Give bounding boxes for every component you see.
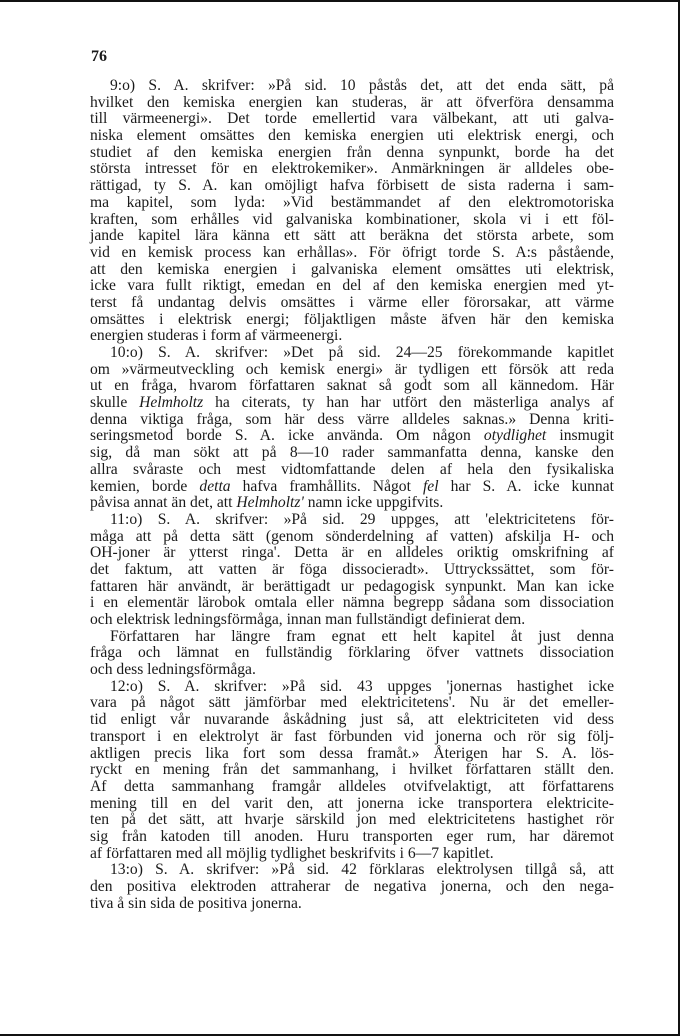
text-span: påvisa annat än det, att — [90, 494, 237, 512]
text-span: sig från katoden till anoden. Huru transporten eger rum, har däremot — [90, 827, 614, 845]
text-line — [90, 595, 614, 612]
text-line — [90, 78, 614, 95]
text-span: vid en kemisk process kan erhållas». För öfrigt torde S. A:s påstående, — [90, 243, 614, 261]
text-span: seringsmetod borde S. A. icke använda. Om någon — [90, 427, 484, 445]
text-line — [90, 779, 614, 796]
text-span: att den kemiska energien i galvaniska element omsättes uti elektrisk, — [90, 260, 614, 278]
text-line — [90, 328, 614, 345]
text-span: insmugit — [546, 427, 614, 445]
text-line — [90, 212, 614, 229]
text-line — [90, 161, 614, 178]
text-span: af författaren med all möjlig tydlighet beskrifvits i 6—7 kapitlet. — [90, 844, 494, 862]
text-span: ryckt en mening från det sammanhang, i hvilket författaren ställt den. — [90, 761, 614, 779]
text-line — [90, 178, 614, 195]
text-span: ten på det sätt, att hvarje särskild jon med elektricitetens hastighet rör — [90, 811, 614, 829]
text-span: kemien, borde — [90, 477, 200, 495]
italic-text: detta — [199, 477, 231, 495]
text-line — [90, 362, 614, 379]
text-span: omsättes i elektrisk energi; följaktligen måste äfven här den kemiska — [90, 310, 614, 328]
text-line — [90, 712, 614, 729]
text-line — [90, 195, 614, 212]
text-span: Af detta sammanhang framgår alldeles otvifvelaktigt, att författarens — [90, 777, 614, 795]
text-span: OH-joner är ytterst ringa'. Detta är en alldeles oriktig omskrifning af — [90, 544, 614, 562]
text-span: skulle — [90, 394, 140, 412]
text-span: fattaren här användt, är berättigadt ur pedagogisk synpunkt. Man kan icke — [90, 577, 614, 595]
italic-text: Helmholtz — [139, 394, 204, 412]
text-span: mening till en del varit den, att jonerna icke transportera elektricite- — [90, 794, 614, 812]
text-line — [90, 846, 614, 863]
text-line — [90, 746, 614, 763]
text-line — [90, 612, 614, 629]
text-line — [90, 679, 614, 696]
text-span: fråga och lämnat en fullständig förklaring öfver vattnets dissociation — [90, 644, 614, 662]
page-edge-top — [0, 0, 680, 2]
text-span: har S. A. icke kunnat — [438, 477, 614, 495]
text-span: till värmeenergi». Det torde emellertid vara välbekant, att uti galva- — [90, 110, 614, 128]
text-line — [90, 278, 614, 295]
text-span: största intresset för en elektrokemiker». Anmärkningen är alldeles obe- — [90, 160, 614, 178]
text-span: tiva å sin sida de positiva jonerna. — [90, 894, 302, 912]
italic-text: otydlighet — [483, 427, 547, 445]
text-line — [90, 111, 614, 128]
text-line — [90, 462, 614, 479]
text-line — [90, 512, 614, 529]
text-span: ma kapitel, som lyda: »Vid bestämmandet af den elektromotoriska — [90, 193, 614, 211]
text-line — [90, 445, 614, 462]
text-line — [90, 428, 614, 445]
text-line — [90, 695, 614, 712]
text-span: och elektrisk ledningsförmåga, innan man fullständigt definierat dem. — [90, 611, 526, 628]
text-span: tid enligt vår nuvarande åskådning just så, att elektriciteten vid dess — [90, 711, 614, 729]
text-span: Författaren har längre fram egnat ett helt kapitel åt just denna — [110, 627, 614, 645]
text-line — [90, 345, 614, 362]
text-line — [90, 629, 614, 646]
text-line — [90, 896, 614, 913]
text-span: kraften, som erhålles vid galvaniska kombinationer, skola vi i ett föl- — [90, 210, 614, 228]
text-span: och dess ledningsförmåga. — [90, 661, 256, 679]
text-line — [90, 862, 614, 879]
text-span: studiet af den kemiska energien från denna synpunkt, borde ha det — [90, 143, 614, 161]
text-span: icke vara fullt riktigt, emedan en del af den kemiska energien med yt- — [90, 277, 614, 295]
text-line — [90, 545, 614, 562]
text-span: namn icke uppgifvits. — [303, 494, 444, 512]
text-line — [90, 312, 614, 329]
text-line — [90, 662, 614, 679]
text-span: ut en fråga, hvarom författaren saknat så godt som all kännedom. Här — [90, 377, 614, 395]
text-line — [90, 479, 614, 496]
text-span: 11:o) S. A. skrifver: »På sid. 29 uppges, att 'elektricitetens för- — [110, 510, 614, 528]
text-span: jande kapitel lära känna ett sätt att beräkna det största arbete, som — [90, 227, 614, 245]
text-span: om »värmeutveckling och kemisk energi» är tydligen ett försök att reda — [90, 360, 614, 378]
text-span: rättigad, ty S. A. kan omöjligt hafva förbisett de sista raderna i sam- — [90, 177, 614, 195]
text-span: hvilket den kemiska energien kan studeras, är att öfverföra densamma — [90, 93, 614, 111]
text-span: i en elementär lärobok omtala eller nämna begrepp sådana som dissociation — [90, 594, 614, 612]
text-span: terst få undantag delvis omsättes i värme eller förorsakar, att värme — [90, 293, 614, 311]
text-span: energien studeras i form af värmeenergi. — [90, 327, 343, 345]
text-span: vara på något sätt jämförbar med elektricitetens'. Nu är det emeller- — [90, 694, 614, 712]
text-span: det faktum, att vatten är föga dissocieradt». Uttryckssättet, som för- — [90, 560, 614, 578]
text-span: 13:o) S. A. skrifver: »På sid. 42 förklaras elektrolysen tillgå så, att — [110, 861, 614, 879]
text-line — [90, 228, 614, 245]
text-line — [90, 378, 614, 395]
text-span: 9:o) S. A. skrifver: »På sid. 10 påstås det, att det enda sätt, på — [110, 77, 614, 94]
body-text — [90, 78, 614, 912]
text-line — [90, 128, 614, 145]
text-span: hafva framhållits. Något — [230, 477, 423, 495]
text-span: niska element omsättes den kemiska energien uti elektrisk energi, och — [90, 127, 614, 145]
text-line — [90, 829, 614, 846]
text-span: 10:o) S. A. skrifver: »Det på sid. 24—25 förekommande kapitlet — [110, 344, 614, 361]
text-span: allra svåraste och mest vidtomfattande delen af hela den fysikaliska — [90, 460, 614, 478]
text-line — [90, 262, 614, 279]
text-line — [90, 395, 614, 412]
text-line — [90, 812, 614, 829]
text-span: ha citerats, ty han har utfört den mästerliga analys af — [203, 394, 614, 412]
text-line — [90, 295, 614, 312]
text-line — [90, 562, 614, 579]
text-line — [90, 796, 614, 813]
text-line — [90, 412, 614, 429]
text-line — [90, 245, 614, 262]
text-span: sig, då man sökt att på 8—10 rader sammanfatta denna, kanske den — [90, 444, 614, 462]
text-line — [90, 579, 614, 596]
text-span: denna viktiga fråga, som här dess värre alldeles saknas.» Denna kriti- — [90, 410, 614, 428]
text-span: 12:o) S. A. skrifver: »På sid. 43 uppges 'jonernas hastighet icke — [110, 677, 614, 695]
text-line — [90, 762, 614, 779]
text-line — [90, 729, 614, 746]
text-span: transport i en elektrolyt är fast förbunden vid jonerna och rör sig följ- — [90, 727, 614, 745]
italic-text: fel — [422, 477, 439, 495]
text-line — [90, 879, 614, 896]
text-line — [90, 95, 614, 112]
text-line — [90, 495, 614, 512]
text-span: den positiva elektroden attraherar de negativa jonerna, och den nega- — [90, 878, 614, 895]
text-line — [90, 645, 614, 662]
text-line — [90, 145, 614, 162]
text-line — [90, 529, 614, 546]
page-number: 76 — [91, 48, 107, 65]
italic-text: Helmholtz' — [236, 494, 304, 512]
text-span: aktligen precis lika fort som dessa framåt.» Återigen har S. A. lös- — [90, 744, 614, 762]
text-span: måga att på detta sätt (genom sönderdelning af vatten) afskilja H- och — [90, 527, 614, 545]
